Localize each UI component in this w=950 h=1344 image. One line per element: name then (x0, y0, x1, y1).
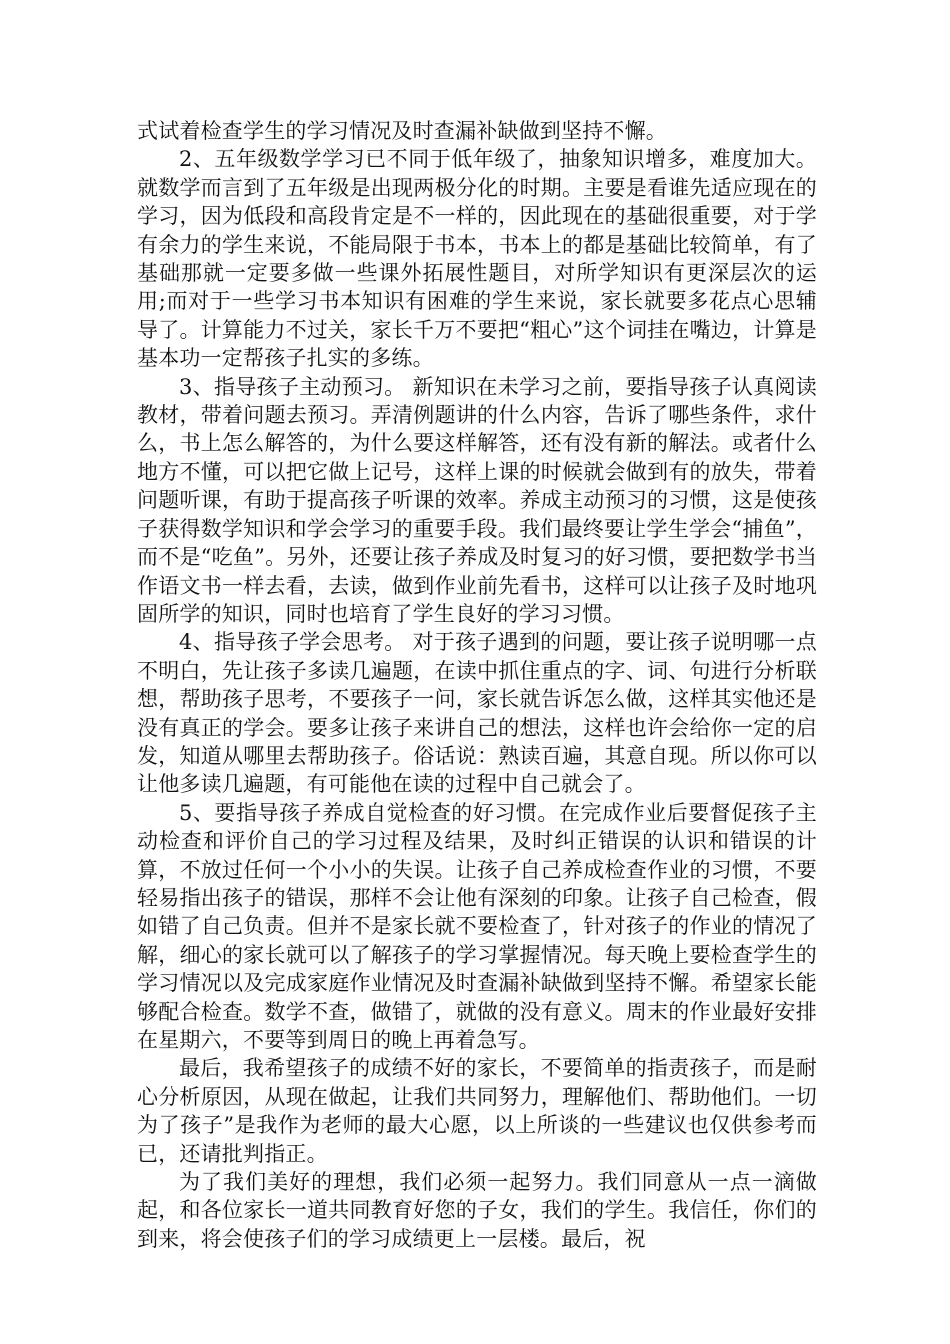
paragraph-final-wishes: 为了我们美好的理想，我们必须一起努力。我们同意从一点一滴做起，和各位家长一道共同教育好您的子女，我们的学生。我信任，你们的到来，将会使孩子们的学习成绩更上一层楼。最后，祝 (137, 1170, 817, 1251)
document-body (137, 117, 817, 1253)
paragraph-continuation: 式试着检查学生的学习情况及时查漏补缺做到坚持不懈。 (137, 119, 667, 143)
paragraph-point-4: 4、指导孩子学会思考。 对于孩子遇到的问题，要让孩子说明哪一点不明白，先让孩子多读几遍题，在读中抓住重点的字、词、句进行分析联想，帮助孩子思考，不要孩子一问，家长就告诉怎么做，这样其实他还是没有真正的学会。要多让孩子来讲自己的想法，这样也许会给你一定的启发，知道从哪里去帮助孩子。俗话说：熟读百遍，其意自现。所以你可以让他多读几遍题，有可能他在读的过程中自己就会了。 (137, 630, 817, 797)
paragraph-closing-request: 最后，我希望孩子的成绩不好的家长，不要简单的指责孩子，而是耐心分析原因，从现在做起，让我们共同努力，理解他们、帮助他们。一切为了孩子”是我作为老师的最大心愿，以上所谈的一些建议也仅供参考而已，还请批判指正。 (137, 1056, 817, 1166)
paragraph-point-2: 2、五年级数学学习已不同于低年级了，抽象知识增多，难度加大。就数学而言到了五年级是出现两极分化的时期。主要是看谁先适应现在的学习，因为低段和高段肯定是不一样的，因此现在的基础很重要，对于学有余力的学生来说，不能局限于书本，书本上的都是基础比较简单，有了基础那就一定要多做一些课外拓展性题目，对所学知识有更深层次的运用;而对于一些学习书本知识有困难的学生来说，家长就要多花点心思辅导了。计算能力不过关，家长千万不要把“粗心”这个词挂在嘴边，计算是基本功一定帮孩子扎实的多练。 (137, 147, 817, 371)
paragraph-point-5: 5、要指导孩子养成自觉检查的好习惯。在完成作业后要督促孩子主动检查和评价自己的学习过程及结果，及时纠正错误的认识和错误的计算，不放过任何一个小小的失误。让孩子自己养成检查作业的习惯，不要轻易指出孩子的错误，那样不会让他有深刻的印象。让孩子自己检查，假如错了自己负责。但并不是家长就不要检查了，针对孩子的作业的情况了解，细心的家长就可以了解孩子的学习掌握情况。每天晚上要检查学生的学习情况以及完成家庭作业情况及时查漏补缺做到坚持不懈。希望家长能够配合检查。数学不查，做错了，就做的没有意义。周末的作业最好安排在星期六，不要等到周日的晚上再着急写。 (137, 800, 817, 1052)
paragraph-point-3: 3、指导孩子主动预习。 新知识在未学习之前，要指导孩子认真阅读教材，带着问题去预习。弄清例题讲的什么内容，告诉了哪些条件，求什么，书上怎么解答的，为什么要这样解答，还有没有新的解法。或者什么地方不懂，可以把它做上记号，这样上课的时候就会做到有的放失，带着问题听课，有助于提高孩子听课的效率。养成主动预习的习惯，这是使孩子获得数学知识和学会学习的重要手段。我们最终要让学生学会“捕鱼”，而不是“吃鱼”。另外，还要让孩子养成及时复习的好习惯，要把数学书当作语文书一样去看，去读，做到作业前先看书，这样可以让孩子及时地巩固所学的知识，同时也培育了学生良好的学习习惯。 (137, 374, 817, 626)
